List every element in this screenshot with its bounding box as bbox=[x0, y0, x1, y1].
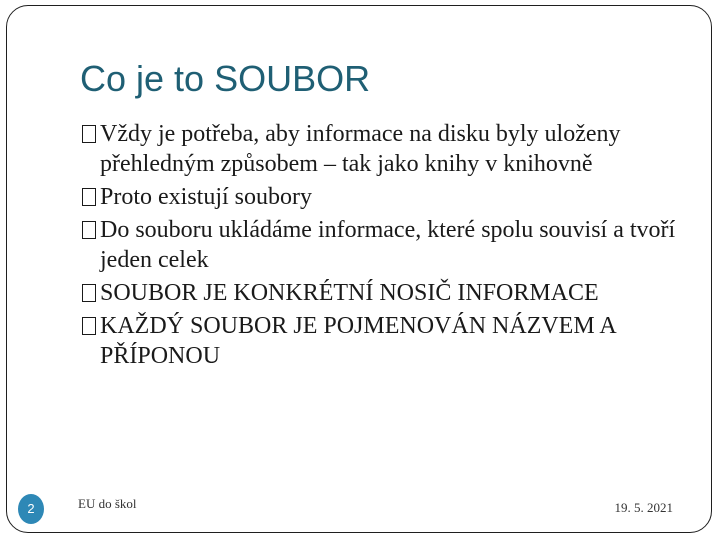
footer-date: 19. 5. 2021 bbox=[614, 500, 673, 515]
bullet-text: Vždy je potřeba, aby informace na disku byly uloženy přehledným způsobem – tak jako knihy v knihovně bbox=[100, 121, 621, 177]
bullet-text: KAŽDÝ SOUBOR JE POJMENOVÁN NÁZVEM A PŘÍPONOU bbox=[100, 313, 616, 369]
bullet-item bbox=[82, 215, 692, 275]
bullet-item bbox=[82, 311, 692, 371]
bullet-list bbox=[82, 119, 692, 374]
bullet-box-icon bbox=[82, 317, 96, 335]
page-number-badge: 2 bbox=[18, 494, 44, 524]
bullet-text: SOUBOR JE KONKRÉTNÍ NOSIČ INFORMACE bbox=[100, 280, 599, 306]
bullet-box-icon bbox=[82, 221, 96, 239]
bullet-item bbox=[82, 119, 692, 179]
bullet-box-icon bbox=[82, 284, 96, 302]
footer-text: EU do škol bbox=[78, 496, 137, 511]
slide-title: Co je to SOUBOR bbox=[80, 58, 371, 99]
bullet-box-icon bbox=[82, 125, 96, 143]
bullet-item bbox=[82, 278, 692, 308]
bullet-text: Do souboru ukládáme informace, které spolu souvisí a tvoří jeden celek bbox=[100, 217, 676, 273]
bullet-item bbox=[82, 182, 692, 212]
bullet-text: Proto existují soubory bbox=[100, 184, 313, 210]
bullet-box-icon bbox=[82, 188, 96, 206]
